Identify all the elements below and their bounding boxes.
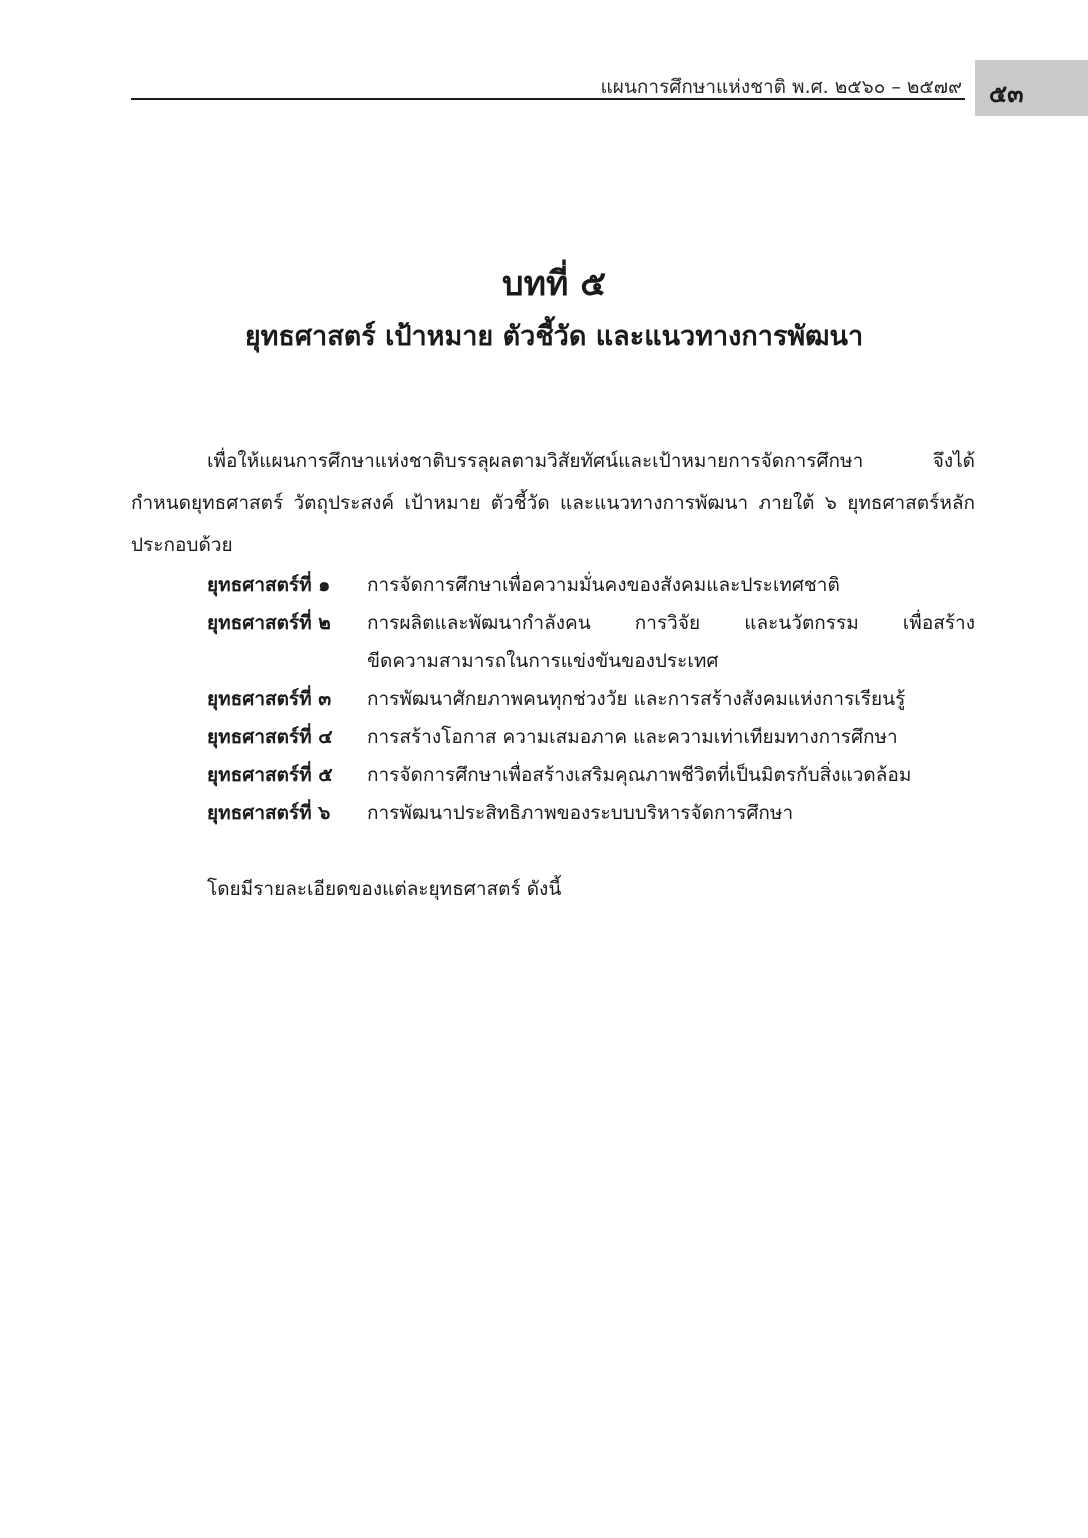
strategy-label: ยุทธศาสตร์ที่ ๕	[207, 764, 333, 786]
intro-line: เพื่อให้แผนการศึกษาแห่งชาติบรรลุผลตามวิสัยทัศน์และเป้าหมายการจัดการศึกษา จึงได้	[207, 450, 975, 472]
strategy-text-line: การพัฒนาประสิทธิภาพของระบบบริหารจัดการศึกษา	[367, 802, 794, 824]
chapter-title: ยุทธศาสตร์ เป้าหมาย ตัวชี้วัด และแนวทางการพัฒนา	[244, 321, 864, 352]
strategy-label: ยุทธศาสตร์ที่ ๒	[207, 612, 331, 634]
strategy-label: ยุทธศาสตร์ที่ ๔	[207, 726, 333, 748]
strategy-text	[367, 566, 975, 604]
strategy-text	[367, 756, 975, 794]
strategy-text-line: ขีดความสามารถในการแข่งขันของประเทศ	[367, 650, 719, 672]
header-rule	[131, 98, 965, 100]
strategy-list	[207, 566, 975, 832]
strategy-item	[207, 604, 975, 680]
strategy-item	[207, 794, 975, 832]
strategy-text-line: การจัดการศึกษาเพื่อสร้างเสริมคุณภาพชีวิตที่เป็นมิตรกับสิ่งแวดล้อม	[367, 764, 912, 786]
strategy-text	[367, 680, 975, 718]
strategy-text	[367, 604, 975, 680]
strategy-label: ยุทธศาสตร์ที่ ๖	[207, 802, 331, 824]
intro-line: ประกอบด้วย	[131, 534, 233, 556]
strategy-item	[207, 756, 975, 794]
strategy-text	[367, 794, 975, 832]
strategy-item	[207, 566, 975, 604]
strategy-text	[367, 718, 975, 756]
chapter-number: บทที่ ๕	[502, 264, 606, 304]
strategy-text-line: การผลิตและพัฒนากำลังคน การวิจัย และนวัตกรรม เพื่อสร้าง	[367, 612, 975, 634]
strategy-label: ยุทธศาสตร์ที่ ๑	[207, 574, 331, 596]
page-number: ๕๓	[989, 80, 1024, 108]
closing-sentence: โดยมีรายละเอียดของแต่ละยุทธศาสตร์ ดังนี้	[207, 878, 562, 900]
strategy-item	[207, 718, 975, 756]
running-header-title: แผนการศึกษาแห่งชาติ พ.ศ. ๒๕๖๐ – ๒๕๗๙	[600, 76, 962, 98]
strategy-text-line: การจัดการศึกษาเพื่อความมั่นคงของสังคมและประเทศชาติ	[367, 574, 840, 596]
strategy-item	[207, 680, 975, 718]
intro-line: กำหนดยุทธศาสตร์ วัตถุประสงค์ เป้าหมาย ตัวชี้วัด และแนวทางการพัฒนา ภายใต้ ๖ ยุทธศาสตร์หลัก	[131, 492, 975, 514]
strategy-text-line: การพัฒนาศักยภาพคนทุกช่วงวัย และการสร้างสังคมแห่งการเรียนรู้	[367, 688, 906, 710]
strategy-text-line: การสร้างโอกาส ความเสมอภาค และความเท่าเทียมทางการศึกษา	[367, 726, 898, 748]
intro-paragraph	[131, 440, 975, 566]
page-number-tab	[975, 60, 1088, 116]
strategy-label: ยุทธศาสตร์ที่ ๓	[207, 688, 332, 710]
